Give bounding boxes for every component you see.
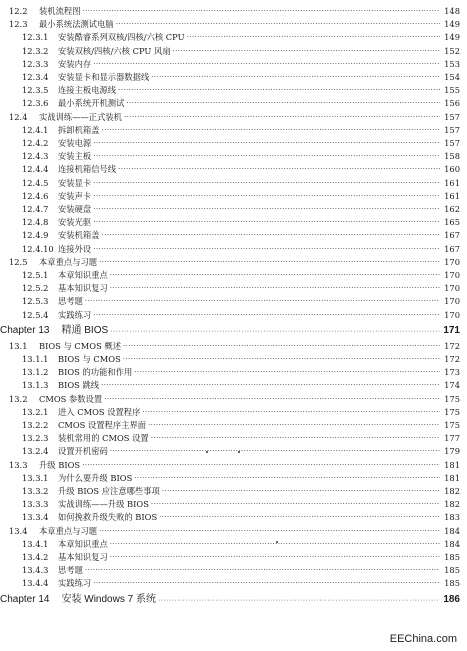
- entry-title: 实践练习: [58, 578, 92, 589]
- dot-leader: [93, 203, 440, 215]
- dot-leader: [162, 485, 440, 497]
- toc-section-entry[interactable]: [0, 393, 467, 405]
- toc-subsection-entry[interactable]: [0, 538, 467, 550]
- entry-page-number: 181: [444, 472, 460, 483]
- toc-subsection-entry[interactable]: [0, 366, 467, 378]
- entry-page-number: 170: [444, 309, 460, 320]
- dot-leader: [102, 229, 441, 241]
- print-speck: [206, 451, 208, 453]
- toc-subsection-entry[interactable]: [0, 150, 467, 162]
- entry-page-number: 161: [444, 190, 460, 201]
- watermark: EEChina.com: [389, 633, 457, 645]
- entry-page-number: 149: [444, 19, 460, 30]
- entry-page-number: 184: [444, 525, 460, 536]
- dot-leader: [118, 84, 440, 96]
- dot-leader: [93, 309, 440, 321]
- entry-number: 13.4.1: [22, 538, 49, 549]
- entry-title: 安装显卡: [58, 177, 92, 188]
- toc-section-entry[interactable]: [0, 525, 467, 537]
- entry-number: 13.2.3: [22, 433, 49, 444]
- entry-number: 13.1: [9, 340, 28, 351]
- entry-page-number: 181: [444, 459, 460, 470]
- entry-title: 升级 BIOS: [39, 459, 81, 470]
- entry-number: 13.2: [9, 393, 28, 404]
- entry-title: 如何挽救升级失败的 BIOS: [58, 512, 158, 523]
- entry-page-number: 160: [444, 164, 460, 175]
- entry-number: 13.3.1: [22, 472, 49, 483]
- dot-leader: [151, 498, 440, 510]
- dot-leader: [142, 406, 440, 418]
- entry-title: 安装内存: [58, 58, 92, 69]
- entry-number: 13.4.2: [22, 552, 49, 562]
- dot-leader: [118, 163, 440, 175]
- entry-number: Chapter 13: [0, 324, 50, 336]
- entry-page-number: 162: [444, 204, 460, 214]
- toc-subsection-entry[interactable]: [0, 577, 467, 589]
- entry-number: 13.1.3: [22, 380, 49, 391]
- entry-title: 安装机箱盖: [58, 230, 100, 241]
- entry-page-number: 182: [444, 486, 460, 496]
- entry-page-number: 157: [444, 111, 460, 122]
- toc-subsection-entry[interactable]: [0, 432, 467, 444]
- entry-title: 安装酷睿系列双核/四核/六核 CPU: [58, 32, 185, 43]
- entry-number: 12.5.2: [22, 283, 49, 294]
- dot-leader: [110, 326, 440, 338]
- entry-page-number: 185: [444, 565, 460, 576]
- dot-leader: [159, 511, 440, 523]
- entry-title: 本章重点与习题: [39, 525, 98, 536]
- toc-section-entry[interactable]: [0, 340, 467, 352]
- dot-leader: [151, 71, 440, 83]
- entry-title: 精通 BIOS: [61, 324, 109, 336]
- toc-subsection-entry[interactable]: [0, 203, 467, 215]
- toc-subsection-entry[interactable]: [0, 295, 467, 307]
- dot-leader: [93, 137, 440, 149]
- toc-subsection-entry[interactable]: [0, 406, 467, 418]
- entry-number: 12.5.4: [22, 309, 49, 320]
- toc-subsection-entry[interactable]: [0, 216, 467, 228]
- toc-subsection-entry[interactable]: [0, 177, 467, 189]
- toc-section-entry[interactable]: [0, 111, 467, 123]
- entry-page-number: 165: [444, 217, 460, 228]
- toc-chapter-entry[interactable]: [0, 593, 467, 607]
- entry-page-number: 182: [444, 499, 460, 510]
- entry-page-number: 170: [444, 256, 460, 267]
- entry-number: 13.2.1: [22, 406, 49, 417]
- entry-title: BIOS 与 CMOS: [58, 354, 121, 364]
- entry-number: 12.4.7: [22, 204, 49, 214]
- entry-number: 13.1.1: [22, 354, 49, 364]
- toc-subsection-entry[interactable]: [0, 124, 467, 136]
- entry-title: 安装 Windows 7 系统: [61, 593, 156, 605]
- dot-leader: [93, 577, 440, 589]
- toc-subsection-entry[interactable]: [0, 485, 467, 497]
- entry-title: 为什么要升级 BIOS: [58, 472, 133, 483]
- entry-number: 12.5.1: [22, 270, 49, 280]
- dot-leader: [110, 445, 440, 457]
- entry-page-number: 154: [444, 72, 460, 82]
- entry-number: 12.4.5: [22, 177, 49, 188]
- toc-subsection-entry[interactable]: [0, 269, 467, 281]
- entry-page-number: 170: [444, 283, 460, 294]
- entry-number: 13.4.4: [22, 578, 49, 589]
- entry-number: 12.4.10: [22, 243, 54, 254]
- entry-title: CMOS 参数设置: [39, 393, 103, 404]
- entry-page-number: 153: [444, 58, 460, 69]
- entry-page-number: 172: [444, 340, 460, 351]
- toc-chapter-entry[interactable]: [0, 324, 467, 338]
- entry-title: 装机常用的 CMOS 设置: [58, 433, 149, 444]
- entry-number: 13.4.3: [22, 565, 49, 576]
- entry-title: 安装声卡: [58, 190, 92, 201]
- toc-subsection-entry[interactable]: [0, 229, 467, 241]
- entry-page-number: 185: [444, 578, 460, 589]
- entry-number: 13.3.2: [22, 486, 49, 496]
- entry-page-number: 183: [444, 512, 460, 523]
- entry-page-number: 175: [444, 393, 460, 404]
- entry-page-number: 158: [444, 151, 460, 162]
- toc-section-entry[interactable]: [0, 459, 467, 471]
- entry-title: 连接外设: [58, 243, 92, 254]
- toc-subsection-entry[interactable]: [0, 309, 467, 321]
- entry-page-number: 161: [444, 177, 460, 188]
- toc-subsection-entry[interactable]: [0, 45, 467, 57]
- entry-number: 13.3.3: [22, 499, 49, 510]
- entry-title: 实践练习: [58, 309, 92, 320]
- entry-page-number: 167: [444, 243, 460, 254]
- entry-number: 12.4.3: [22, 151, 49, 162]
- entry-number: 12.4.9: [22, 230, 49, 241]
- entry-page-number: 157: [444, 124, 460, 135]
- entry-page-number: 167: [444, 230, 460, 241]
- entry-title: 安装主板: [58, 151, 92, 162]
- entry-title: 基本知识复习: [58, 283, 108, 294]
- dot-leader: [110, 282, 440, 294]
- dot-leader: [82, 459, 440, 471]
- entry-title: 安装光驱: [58, 217, 92, 228]
- dot-leader: [93, 243, 440, 255]
- entry-number: 12.3.3: [22, 58, 49, 69]
- toc-subsection-entry[interactable]: [0, 472, 467, 484]
- entry-title: 本章知识重点: [58, 538, 108, 549]
- toc-subsection-entry[interactable]: [0, 445, 467, 457]
- dot-leader: [104, 393, 440, 405]
- entry-title: 安装双核/四核/六核 CPU 风扇: [58, 45, 171, 56]
- dot-leader: [124, 111, 440, 123]
- toc-subsection-entry[interactable]: [0, 551, 467, 563]
- entry-title: 进入 CMOS 设置程序: [58, 406, 141, 417]
- dot-leader: [187, 31, 440, 43]
- entry-title: 思考题: [58, 296, 83, 307]
- toc-subsection-entry[interactable]: [0, 379, 467, 391]
- dot-leader: [85, 564, 440, 576]
- dot-leader: [110, 538, 440, 550]
- entry-number: 12.4.8: [22, 217, 49, 228]
- entry-title: 本章重点与习题: [39, 256, 98, 267]
- entry-title: 安装显卡和显示器数据线: [58, 72, 150, 82]
- toc-subsection-entry[interactable]: [0, 31, 467, 43]
- toc-subsection-entry[interactable]: [0, 282, 467, 294]
- dot-leader: [123, 353, 440, 365]
- entry-page-number: 156: [444, 98, 460, 109]
- entry-title: 连接机箱信号线: [58, 164, 117, 175]
- dot-leader: [158, 595, 440, 607]
- dot-leader: [102, 124, 441, 136]
- entry-number: 13.2.2: [22, 420, 49, 430]
- toc-subsection-entry[interactable]: [0, 97, 467, 109]
- entry-page-number: 184: [444, 538, 460, 549]
- dot-leader: [93, 150, 440, 162]
- toc-subsection-entry[interactable]: [0, 353, 467, 365]
- entry-title: 实战训练——升级 BIOS: [58, 499, 149, 510]
- entry-number: 12.4.1: [22, 124, 49, 135]
- dot-leader: [99, 256, 440, 268]
- entry-title: 实战训练——正式装机: [39, 111, 122, 122]
- entry-title: 安装硬盘: [58, 204, 92, 214]
- toc-subsection-entry[interactable]: [0, 71, 467, 83]
- toc-subsection-entry[interactable]: [0, 511, 467, 523]
- entry-page-number: 175: [444, 406, 460, 417]
- toc-section-entry[interactable]: [0, 18, 467, 30]
- entry-page-number: 157: [444, 138, 460, 148]
- dot-leader: [126, 97, 440, 109]
- print-speck: [276, 541, 278, 543]
- entry-page-number: 177: [444, 433, 460, 444]
- entry-number: 12.3.2: [22, 45, 49, 56]
- entry-number: 13.3.4: [22, 512, 49, 523]
- toc-subsection-entry[interactable]: [0, 137, 467, 149]
- dot-leader: [93, 58, 440, 70]
- entry-number: 12.5.3: [22, 296, 49, 307]
- entry-title: 设置开机密码: [58, 446, 108, 457]
- dot-leader: [148, 419, 440, 431]
- toc-subsection-entry[interactable]: [0, 564, 467, 576]
- entry-title: 安装电源: [58, 138, 92, 148]
- entry-number: 13.2.4: [22, 446, 49, 457]
- dot-leader: [93, 190, 440, 202]
- dot-leader: [173, 45, 440, 57]
- toc-section-entry[interactable]: [0, 256, 467, 268]
- entry-title: 最小系统法测试电脑: [39, 19, 114, 30]
- dot-leader: [93, 177, 440, 189]
- entry-number: Chapter 14: [0, 593, 50, 605]
- entry-page-number: 186: [443, 593, 460, 605]
- entry-page-number: 170: [444, 270, 460, 280]
- entry-number: 12.3.6: [22, 98, 49, 109]
- dot-leader: [99, 525, 440, 537]
- entry-number: 12.3.1: [22, 32, 49, 43]
- toc-subsection-entry[interactable]: [0, 84, 467, 96]
- entry-title: 连接主板电源线: [58, 85, 117, 96]
- entry-title: 基本知识复习: [58, 552, 108, 562]
- entry-number: 12.3: [9, 19, 28, 30]
- entry-number: 12.3.4: [22, 72, 49, 82]
- entry-page-number: 185: [444, 552, 460, 562]
- entry-title: 最小系统开机测试: [58, 98, 125, 109]
- dot-leader: [134, 366, 440, 378]
- entry-title: 拆卸机箱盖: [58, 124, 100, 135]
- dot-leader: [151, 432, 440, 444]
- entry-number: 12.3.5: [22, 85, 49, 96]
- entry-page-number: 149: [444, 32, 460, 43]
- entry-page-number: 173: [444, 367, 460, 378]
- entry-page-number: 172: [444, 354, 460, 364]
- toc-subsection-entry[interactable]: [0, 190, 467, 202]
- entry-title: BIOS 的功能和作用: [58, 367, 133, 378]
- toc-subsection-entry[interactable]: [0, 498, 467, 510]
- entry-number: 12.4.2: [22, 138, 49, 148]
- dot-leader: [134, 472, 440, 484]
- toc-subsection-entry[interactable]: [0, 163, 467, 175]
- entry-number: 13.1.2: [22, 367, 49, 378]
- entry-page-number: 171: [443, 324, 460, 336]
- dot-leader: [101, 379, 440, 391]
- entry-number: 12.2: [9, 6, 28, 16]
- entry-page-number: 179: [444, 446, 460, 457]
- toc-subsection-entry[interactable]: [0, 58, 467, 70]
- entry-title: 本章知识重点: [58, 270, 108, 280]
- entry-page-number: 148: [444, 6, 460, 16]
- dot-leader: [110, 269, 440, 281]
- toc-section-entry[interactable]: [0, 5, 467, 17]
- entry-title: 装机流程图: [39, 6, 81, 16]
- entry-number: 12.4.4: [22, 164, 49, 175]
- entry-number: 12.4.6: [22, 190, 49, 201]
- entry-number: 13.4: [9, 525, 28, 536]
- print-speck: [238, 451, 240, 453]
- entry-title: 升级 BIOS 应注意哪些事项: [58, 486, 160, 496]
- toc-subsection-entry[interactable]: [0, 419, 467, 431]
- entry-title: BIOS 与 CMOS 概述: [39, 340, 121, 351]
- entry-title: BIOS 跳线: [58, 380, 100, 391]
- entry-number: 12.4: [9, 111, 28, 122]
- dot-leader: [93, 216, 440, 228]
- entry-title: CMOS 设置程序主界面: [58, 420, 147, 430]
- dot-leader: [110, 551, 440, 563]
- entry-number: 13.3: [9, 459, 28, 470]
- entry-page-number: 170: [444, 296, 460, 307]
- entry-page-number: 152: [444, 45, 460, 56]
- dot-leader: [85, 295, 440, 307]
- dot-leader: [123, 340, 440, 352]
- entry-number: 12.5: [9, 256, 28, 267]
- dot-leader: [116, 18, 440, 30]
- toc-subsection-entry[interactable]: [0, 243, 467, 255]
- entry-title: 思考题: [58, 565, 83, 576]
- entry-page-number: 155: [444, 85, 460, 96]
- dot-leader: [83, 5, 441, 17]
- entry-page-number: 174: [444, 380, 460, 391]
- entry-page-number: 175: [444, 420, 460, 430]
